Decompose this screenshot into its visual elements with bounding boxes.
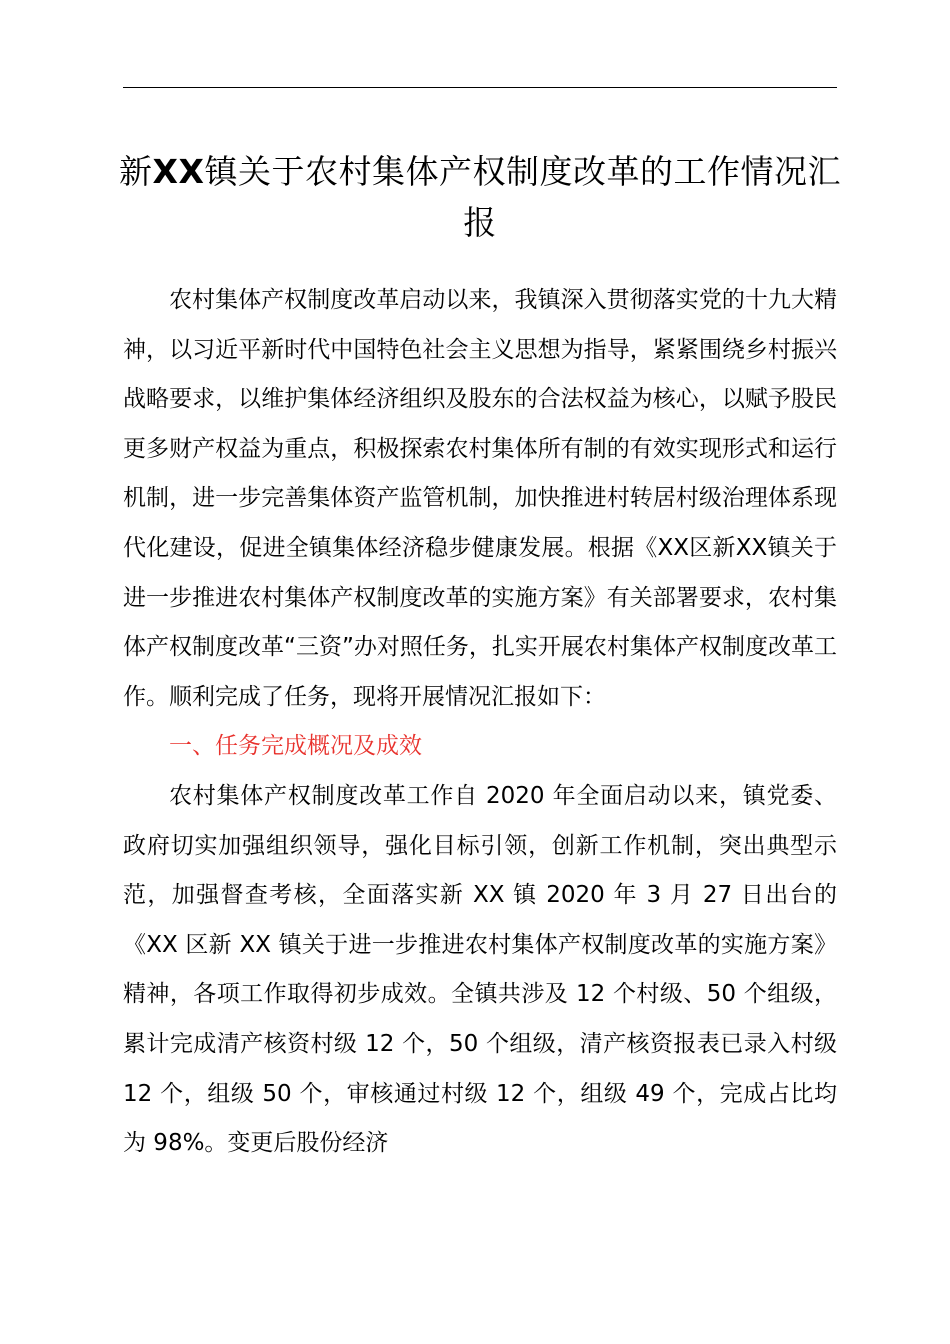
header-rule [123, 87, 837, 88]
intro-paragraph: 农村集体产权制度改革启动以来，我镇深入贯彻落实党的十九大精神，以习近平新时代中国特色社会主义思想为指导，紧紧围绕乡村振兴战略要求，以维护集体经济组织及股东的合法权益为核心，以赋予股民更多财产权益为重点，积极探索农村集体所有制的有效实现形式和运行机制，进一步完善集体资产监管机制，加快推进村转居村级治理体系现代化建设，促进全镇集体经济稳步健康发展。根据《XX区新XX镇关于进一步推进农村集体产权制度改革的实施方案》有关部署要求，农村集体产权制度改革“三资”办对照任务，扎实开展农村集体产权制度改革工作。顺利完成了任务，现将开展情况汇报如下： [123, 287, 837, 710]
document-body [123, 276, 837, 1169]
section-heading: 一、任务完成概况及成效 [169, 733, 422, 760]
title-bold-part: XX [152, 152, 205, 191]
document-title [118, 146, 842, 248]
body-paragraph: 农村集体产权制度改革工作自 2020 年全面启动以来，镇党委、政府切实加强组织领导，强化目标引领，创新工作机制，突出典型示范，加强督查考核，全面落实新 XX 镇 2020 年 3 月 27 日出台的《XX 区新 XX 镇关于进一步推进农村集体产权制度改革的实施方案》精神，各项工作取得初步成效。全镇共涉及 12 个村级、50 个组级，累计完成清产核资村级 12 个，50 个组级，清产核资报表已录入村级 12 个，组级 50 个，审核通过村级 12 个，组级 49 个，完成占比均为 98%。变更后股份经济 [123, 782, 837, 1157]
title-rest: 镇关于农村集体产权制度改革的工作情况汇报 [204, 152, 841, 242]
title-prefix: 新 [119, 152, 153, 191]
